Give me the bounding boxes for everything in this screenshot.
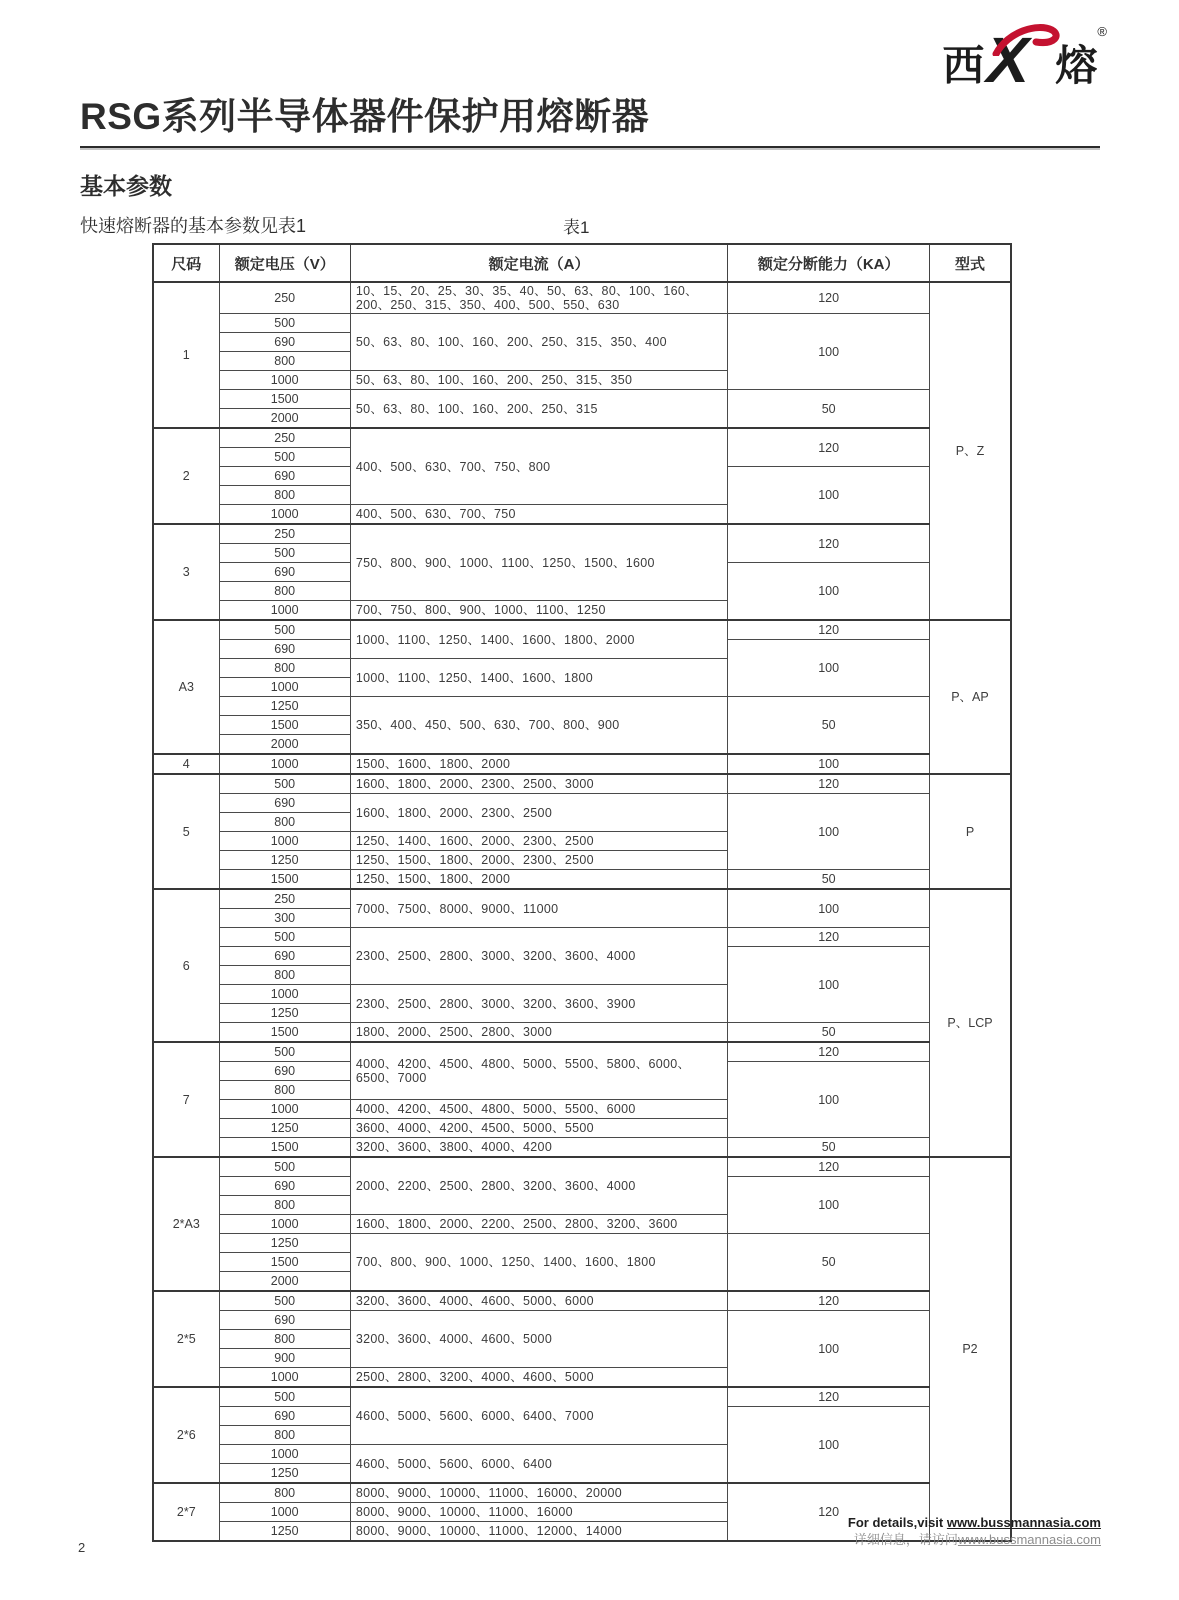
current-cell: 1250、1500、1800、2000、2300、2500: [350, 851, 728, 870]
voltage-cell: 500: [219, 1042, 350, 1062]
current-cell: 3200、3600、4000、4600、5000: [350, 1311, 728, 1368]
current-cell: 4600、5000、5600、6000、6400、7000: [350, 1387, 728, 1445]
current-cell: 700、750、800、900、1000、1100、1250: [350, 601, 728, 621]
voltage-cell: 800: [219, 966, 350, 985]
breaking-capacity-cell: 120: [728, 928, 930, 947]
spec-table: [152, 243, 1012, 1542]
voltage-cell: 1250: [219, 1004, 350, 1023]
current-cell: 8000、9000、10000、11000、16000、20000: [350, 1483, 728, 1503]
current-cell: 1600、1800、2000、2300、2500、3000: [350, 774, 728, 794]
table-row: [153, 1042, 1011, 1062]
voltage-cell: 250: [219, 889, 350, 909]
table-row: [153, 1157, 1011, 1177]
voltage-cell: 1250: [219, 1522, 350, 1542]
voltage-cell: 690: [219, 1177, 350, 1196]
breaking-capacity-cell: 100: [728, 467, 930, 525]
size-cell: 7: [153, 1042, 219, 1157]
voltage-cell: 800: [219, 352, 350, 371]
table-row: [153, 1138, 1011, 1158]
current-cell: 1000、1100、1250、1400、1600、1800、2000: [350, 620, 728, 659]
voltage-cell: 1000: [219, 985, 350, 1004]
current-cell: 10、15、20、25、30、35、40、50、63、80、100、160、200、250、315、350、400、500、550、630: [350, 282, 728, 314]
current-cell: 2000、2200、2500、2800、3200、3600、4000: [350, 1157, 728, 1215]
breaking-capacity-cell: 100: [728, 1177, 930, 1234]
table-row: [153, 1234, 1011, 1253]
voltage-cell: 800: [219, 1196, 350, 1215]
footer-zh-url[interactable]: www.bussmannasia.com: [957, 1532, 1101, 1547]
voltage-cell: 690: [219, 1062, 350, 1081]
current-cell: 4000、4200、4500、4800、5000、5500、6000: [350, 1100, 728, 1119]
current-cell: 3200、3600、3800、4000、4200: [350, 1138, 728, 1158]
type-cell: P、Z: [929, 282, 1011, 620]
voltage-cell: 1000: [219, 601, 350, 621]
voltage-cell: 800: [219, 486, 350, 505]
size-cell: 1: [153, 282, 219, 428]
breaking-capacity-cell: 50: [728, 697, 930, 755]
spec-table-body: [153, 282, 1011, 1541]
voltage-cell: 500: [219, 448, 350, 467]
size-cell: 5: [153, 774, 219, 889]
voltage-cell: 1500: [219, 870, 350, 890]
current-cell: 8000、9000、10000、11000、12000、14000: [350, 1522, 728, 1542]
page-title: RSG系列半导体器件保护用熔断器: [80, 96, 650, 137]
table-row: [153, 524, 1011, 544]
voltage-cell: 500: [219, 774, 350, 794]
voltage-cell: 800: [219, 659, 350, 678]
type-cell: P: [929, 774, 1011, 889]
voltage-cell: 1000: [219, 1445, 350, 1464]
table-row: [153, 754, 1011, 774]
header-breaking-capacity: 额定分断能力（KA）: [728, 244, 930, 282]
current-cell: 1500、1600、1800、2000: [350, 754, 728, 774]
voltage-cell: 800: [219, 1330, 350, 1349]
voltage-cell: 800: [219, 813, 350, 832]
current-cell: 2300、2500、2800、3000、3200、3600、4000: [350, 928, 728, 985]
voltage-cell: 2000: [219, 1272, 350, 1292]
current-cell: 1000、1100、1250、1400、1600、1800: [350, 659, 728, 697]
voltage-cell: 800: [219, 1081, 350, 1100]
voltage-cell: 1000: [219, 505, 350, 525]
logo-char-right: 熔: [1055, 42, 1097, 90]
table-row: [153, 1023, 1011, 1043]
table-row: [153, 928, 1011, 947]
breaking-capacity-cell: 50: [728, 1234, 930, 1292]
voltage-cell: 1000: [219, 754, 350, 774]
breaking-capacity-cell: 120: [728, 1291, 930, 1311]
table-row: [153, 620, 1011, 640]
table-row: [153, 1483, 1011, 1503]
voltage-cell: 1250: [219, 1234, 350, 1253]
type-cell: P、AP: [929, 620, 1011, 774]
voltage-cell: 500: [219, 620, 350, 640]
table-row: [153, 282, 1011, 314]
type-cell: P、LCP: [929, 889, 1011, 1157]
voltage-cell: 1250: [219, 1464, 350, 1484]
current-cell: 8000、9000、10000、11000、16000: [350, 1503, 728, 1522]
current-cell: 4600、5000、5600、6000、6400: [350, 1445, 728, 1484]
table-row: [153, 870, 1011, 890]
table-row: [153, 390, 1011, 409]
footer-zh-prefix: 详细信息，请访问: [853, 1532, 958, 1547]
table-row: [153, 889, 1011, 909]
voltage-cell: 1000: [219, 1503, 350, 1522]
current-cell: 3200、3600、4000、4600、5000、6000: [350, 1291, 728, 1311]
size-cell: 2*A3: [153, 1157, 219, 1291]
size-cell: A3: [153, 620, 219, 754]
current-cell: 1250、1500、1800、2000: [350, 870, 728, 890]
voltage-cell: 1500: [219, 1138, 350, 1158]
voltage-cell: 1500: [219, 716, 350, 735]
current-cell: 750、800、900、1000、1100、1250、1500、1600: [350, 524, 728, 601]
current-cell: 1600、1800、2000、2300、2500: [350, 794, 728, 832]
table-row: [153, 1311, 1011, 1330]
voltage-cell: 1250: [219, 851, 350, 870]
breaking-capacity-cell: 100: [728, 947, 930, 1023]
logo-swoosh-icon: [992, 22, 1064, 56]
voltage-cell: 690: [219, 333, 350, 352]
voltage-cell: 1000: [219, 832, 350, 851]
voltage-cell: 250: [219, 524, 350, 544]
breaking-capacity-cell: 120: [728, 524, 930, 563]
page-footer: [848, 1514, 1101, 1548]
voltage-cell: 1000: [219, 1368, 350, 1388]
breaking-capacity-cell: 120: [728, 1042, 930, 1062]
voltage-cell: 690: [219, 467, 350, 486]
intro-text: 快速熔断器的基本参数见表1: [80, 216, 307, 236]
table-row: [153, 428, 1011, 448]
current-cell: 1250、1400、1600、2000、2300、2500: [350, 832, 728, 851]
page-number: 2: [78, 1540, 86, 1555]
table-row: [153, 697, 1011, 716]
current-cell: 2500、2800、3200、4000、4600、5000: [350, 1368, 728, 1388]
current-cell: 700、800、900、1000、1250、1400、1600、1800: [350, 1234, 728, 1292]
voltage-cell: 250: [219, 282, 350, 314]
brand-logo: [942, 24, 1107, 96]
breaking-capacity-cell: 100: [728, 314, 930, 390]
table-row: [153, 1387, 1011, 1407]
table-row: [153, 1291, 1011, 1311]
voltage-cell: 500: [219, 1291, 350, 1311]
type-cell: P2: [929, 1157, 1011, 1541]
breaking-capacity-cell: 100: [728, 794, 930, 870]
header-size: 尺码: [153, 244, 219, 282]
voltage-cell: 690: [219, 640, 350, 659]
header-rated-current: 额定电流（A）: [350, 244, 728, 282]
voltage-cell: 800: [219, 1483, 350, 1503]
current-cell: 350、400、450、500、630、700、800、900: [350, 697, 728, 755]
current-cell: 50、63、80、100、160、200、250、315、350: [350, 371, 728, 390]
voltage-cell: 2000: [219, 735, 350, 755]
footer-en-url[interactable]: www.bussmannasia.com: [946, 1515, 1101, 1530]
voltage-cell: 800: [219, 582, 350, 601]
current-cell: 1800、2000、2500、2800、3000: [350, 1023, 728, 1043]
current-cell: 50、63、80、100、160、200、250、315: [350, 390, 728, 429]
size-cell: 3: [153, 524, 219, 620]
footer-en-prefix: For details,visit: [847, 1515, 947, 1530]
size-cell: 2*7: [153, 1483, 219, 1541]
current-cell: 50、63、80、100、160、200、250、315、350、400: [350, 314, 728, 371]
current-cell: 4000、4200、4500、4800、5000、5500、5800、6000、6500、7000: [350, 1042, 728, 1100]
breaking-capacity-cell: 50: [728, 1023, 930, 1043]
breaking-capacity-cell: 120: [728, 620, 930, 640]
voltage-cell: 500: [219, 1157, 350, 1177]
breaking-capacity-cell: 100: [728, 754, 930, 774]
voltage-cell: 1000: [219, 1215, 350, 1234]
voltage-cell: 500: [219, 544, 350, 563]
breaking-capacity-cell: 120: [728, 428, 930, 467]
voltage-cell: 500: [219, 928, 350, 947]
table-row: [153, 774, 1011, 794]
breaking-capacity-cell: 120: [728, 282, 930, 314]
current-cell: 7000、7500、8000、9000、11000: [350, 889, 728, 928]
logo-monogram: [986, 24, 1052, 96]
breaking-capacity-cell: 120: [728, 1483, 930, 1541]
voltage-cell: 690: [219, 794, 350, 813]
logo-x-glyph: X: [986, 24, 1030, 96]
table-row: [153, 794, 1011, 813]
current-cell: 400、500、630、700、750、800: [350, 428, 728, 505]
voltage-cell: 690: [219, 563, 350, 582]
registered-mark: ®: [1097, 24, 1107, 39]
size-cell: 4: [153, 754, 219, 774]
voltage-cell: 2000: [219, 409, 350, 429]
voltage-cell: 1000: [219, 371, 350, 390]
voltage-cell: 500: [219, 314, 350, 333]
size-cell: 2*6: [153, 1387, 219, 1483]
voltage-cell: 1250: [219, 697, 350, 716]
voltage-cell: 1250: [219, 1119, 350, 1138]
logo-char-left: 西: [942, 42, 984, 90]
size-cell: 6: [153, 889, 219, 1042]
footer-line-en: [848, 1514, 1101, 1531]
current-cell: 3600、4000、4200、4500、5000、5500: [350, 1119, 728, 1138]
current-cell: 400、500、630、700、750: [350, 505, 728, 525]
breaking-capacity-cell: 100: [728, 640, 930, 697]
footer-line-zh: [848, 1531, 1101, 1548]
voltage-cell: 300: [219, 909, 350, 928]
section-heading: 基本参数: [80, 173, 172, 199]
table-row: [153, 314, 1011, 333]
size-cell: 2: [153, 428, 219, 524]
breaking-capacity-cell: 120: [728, 1387, 930, 1407]
current-cell: 1600、1800、2000、2200、2500、2800、3200、3600: [350, 1215, 728, 1234]
voltage-cell: 1500: [219, 1253, 350, 1272]
voltage-cell: 690: [219, 1311, 350, 1330]
breaking-capacity-cell: 100: [728, 1311, 930, 1388]
voltage-cell: 1000: [219, 1100, 350, 1119]
breaking-capacity-cell: 120: [728, 774, 930, 794]
breaking-capacity-cell: 100: [728, 563, 930, 621]
voltage-cell: 250: [219, 428, 350, 448]
voltage-cell: 1500: [219, 1023, 350, 1043]
breaking-capacity-cell: 100: [728, 1062, 930, 1138]
table-caption: 表1: [563, 218, 590, 237]
breaking-capacity-cell: 100: [728, 1407, 930, 1484]
size-cell: 2*5: [153, 1291, 219, 1387]
voltage-cell: 690: [219, 947, 350, 966]
voltage-cell: 1500: [219, 390, 350, 409]
breaking-capacity-cell: 50: [728, 870, 930, 890]
breaking-capacity-cell: 50: [728, 390, 930, 429]
voltage-cell: 690: [219, 1407, 350, 1426]
current-cell: 2300、2500、2800、3000、3200、3600、3900: [350, 985, 728, 1023]
title-divider: [80, 146, 1100, 150]
header-rated-voltage: 额定电压（V）: [219, 244, 350, 282]
breaking-capacity-cell: 50: [728, 1138, 930, 1158]
table-header-row: [153, 244, 1011, 282]
header-type: 型式: [929, 244, 1011, 282]
voltage-cell: 1000: [219, 678, 350, 697]
voltage-cell: 500: [219, 1387, 350, 1407]
breaking-capacity-cell: 100: [728, 889, 930, 928]
breaking-capacity-cell: 120: [728, 1157, 930, 1177]
voltage-cell: 900: [219, 1349, 350, 1368]
voltage-cell: 800: [219, 1426, 350, 1445]
